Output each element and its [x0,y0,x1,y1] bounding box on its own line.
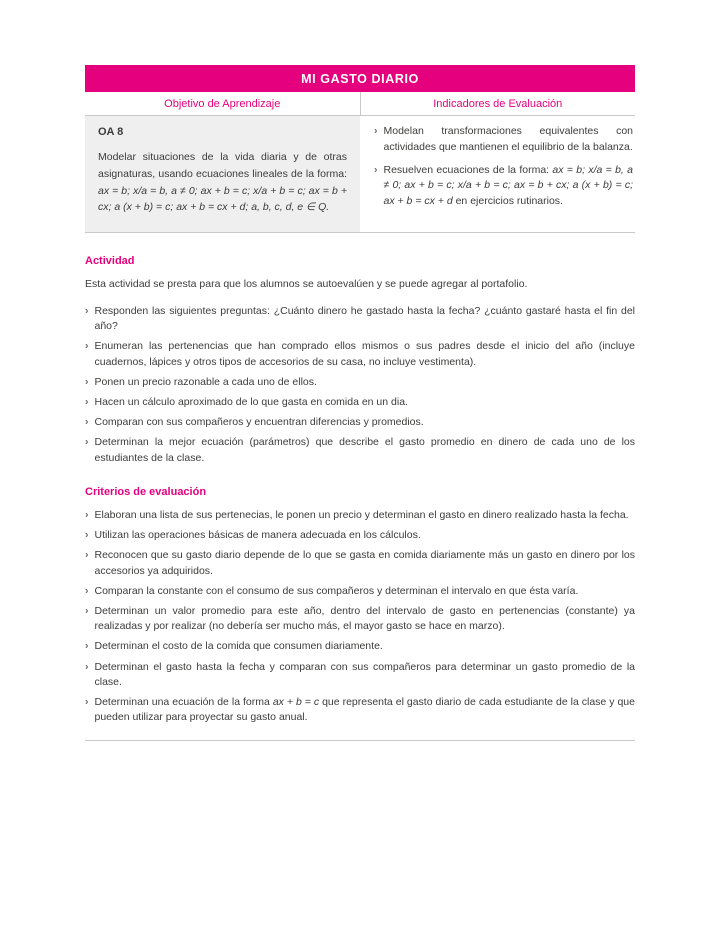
bullet-marker: › [85,660,89,673]
oa-formula: ax = b; x/a = b, a ≠ 0; ax + b = c; x/a + b = c; ax = b + cx; a (x + b) = c; ax + b = cx + d; a, b, c, d, e ∈ Q. [98,184,347,214]
list-item [374,163,633,210]
list-item [85,395,635,410]
list-item [85,584,635,599]
bullet-marker: › [85,548,89,561]
title-bar [85,65,635,92]
oa-table-body [85,116,635,233]
list-item [85,548,635,578]
indicadores-list [374,124,633,210]
list-item [85,604,635,634]
bullet-marker: › [85,339,89,352]
bullet-marker: › [374,124,378,137]
criterios-list [85,508,635,726]
list-item [85,528,635,543]
list-item [85,695,635,725]
actividad-bullet: Enumeran las pertenencias que han comprado ellos mismos o sus padres desde el inicio del año (incluye cuadernos, lápices y otros tipos de accesorios de su casa, no incluye vestimenta). [94,340,635,368]
bullet-marker: › [85,435,89,448]
criterio-bullet: Determinan el costo de la comida que consumen diariamente. [94,640,383,653]
column-header-indicadores: Indicadores de Evaluación [433,98,563,110]
page-title: MI GASTO DIARIO [301,72,419,86]
criterio-bullet: Comparan la constante con el consumo de sus compañeros y determinan el intervalo en que ésta varía. [94,584,579,597]
list-item [85,435,635,465]
actividad-intro: Esta actividad se presta para que los alumnos se autoevalúen y se puede agregar al portafolio. [85,278,528,291]
criterio-bullet [95,695,636,725]
indicator-lead: Resuelven ecuaciones de la forma: [383,163,553,176]
bullet-marker: › [85,375,89,388]
bullet-marker: › [85,528,89,541]
bullet-marker: › [85,639,89,652]
criterio-bullet: Elaboran una lista de sus pertenecias, le ponen un precio y determinan el gasto en dinero realizado hasta la fecha. [94,508,629,521]
actividad-bullet: Determinan la mejor ecuación (parámetros) que describe el gasto promedio en dinero de cada uno de los estudiantes de la clase. [94,436,635,464]
indicator-text: Modelan transformaciones equivalentes con actividades que mantienen el equilibrio de la balanza. [383,125,633,153]
list-item [85,339,635,369]
actividad-bullet: Ponen un precio razonable a cada uno de ellos. [94,375,317,388]
oa-table-header [85,92,635,116]
indicator-text [384,163,634,210]
bullet-marker: › [85,395,89,408]
list-item [85,375,635,390]
criterio-pre: Determinan una ecuación de la forma [94,696,273,709]
indicator-formula: ax = b; x/a = b, a ≠ 0; ax + b = c; x/a + b = c; ax = b + cx; a (x + b) = c; ax + b = cx + d [383,163,633,207]
indicadores-cell [360,116,635,232]
indicator-tail: en ejercicios rutinarios. [455,195,563,207]
oa-description [98,149,347,216]
bullet-marker: › [85,584,89,597]
list-item [85,660,635,690]
column-header-objetivo: Objetivo de Aprendizaje [85,92,361,115]
criterio-post: que representa el gasto diario de cada estudiante de la clase y que pueden utilizar para proyectar su gasto anual. [94,696,635,724]
bullet-marker: › [374,163,378,175]
list-item [85,304,635,334]
criterio-bullet: Determinan el gasto hasta la fecha y comparan con sus compañeros para determinar un gasto promedio de la clase. [94,660,635,688]
actividad-bullet: Comparan con sus compañeros y encuentran diferencias y promedios. [94,416,424,429]
criterio-formula: ax + b = c [272,696,320,709]
criterio-bullet: Utilizan las operaciones básicas de manera adecuada en los cálculos. [94,529,421,542]
section-heading-actividad: Actividad [85,255,135,268]
actividad-bullet: Hacen un cálculo aproximado de lo que gasta en comida en un dia. [94,396,408,409]
objetivo-cell [85,116,360,232]
list-item [374,124,633,156]
bottom-divider [85,740,635,741]
bullet-marker: › [85,508,89,521]
criterio-bullet: Determinan un valor promedio para este año, dentro del intervalo de gasto en pertenencias (constante) ya realizadas y por realizar (no debería ser mucho más, el mayor gasto se hace en marzo). [94,605,635,633]
list-item [85,508,635,523]
actividad-bullet: Responden las siguientes preguntas: ¿Cuánto dinero he gastado hasta la fecha? ¿cuánto gastaré hasta el fin del año? [94,304,635,333]
criterio-bullet: Reconocen que su gasto diario depende de lo que se gasta en comida diariamente más un gasto en dinero por los accesorios ya adquiridos. [94,549,635,577]
bullet-marker: › [85,304,89,317]
bullet-marker: › [85,604,89,617]
list-item [85,415,635,430]
oa-code: OA 8 [98,126,124,138]
bullet-marker: › [85,415,89,428]
bullet-marker: › [85,695,89,708]
section-heading-criterios: Criterios de evaluación [85,485,207,498]
actividad-list [85,304,635,466]
list-item [85,639,635,654]
document-page [85,0,635,741]
oa-lead-text: Modelar situaciones de la vida diaria y de otras asignaturas, usando ecuaciones lineales de la forma: [98,151,347,180]
